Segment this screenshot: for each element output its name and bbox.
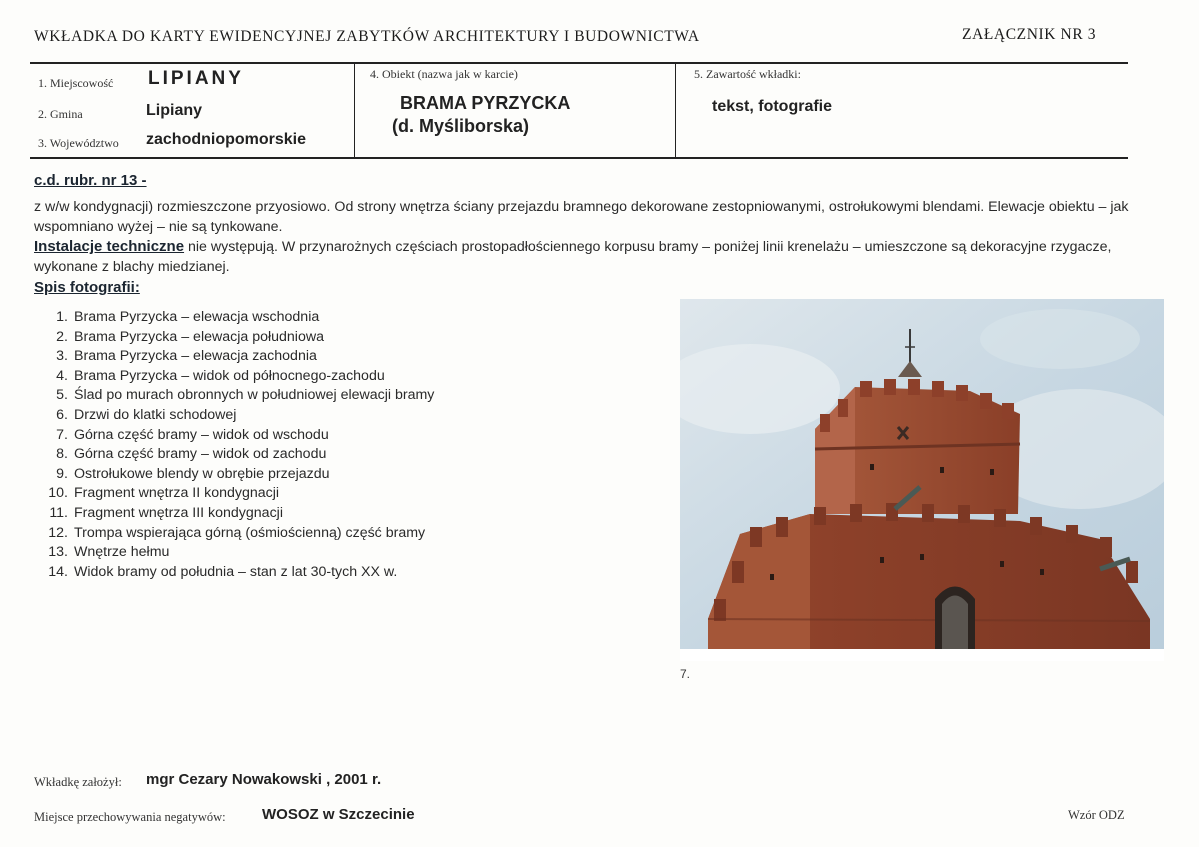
continuation-heading: c.d. rubr. nr 13 -	[34, 172, 147, 189]
voivodeship-value: zachodniopomorskie	[146, 131, 307, 148]
photo-list	[46, 308, 434, 582]
locality-label: 1. Miejscowość	[38, 76, 114, 90]
list-item: 1. Brama Pyrzycka – elewacja wschodnia	[56, 309, 320, 325]
annex-number: ZAŁĄCZNIK NR 3	[962, 26, 1097, 43]
list-item: 13. Wnętrze hełmu	[48, 544, 170, 561]
contents-value: tekst, fotografie	[712, 98, 833, 115]
author-value: mgr Cezary Nowakowski , 2001 r.	[146, 771, 382, 788]
voivodeship-label: 3. Województwo	[38, 136, 119, 150]
list-item: 4. Brama Pyrzycka – widok od północnego-zachodu	[56, 367, 385, 384]
object-former-name: (d. Myśliborska)	[392, 116, 530, 136]
photo-list-heading: Spis fotografii:	[34, 279, 140, 296]
installations-text: nie występują. W przynarożnych częściach prostopadłościennego korpusu bramy – poniżej linii krenelażu – umieszczone są dekoracyjne rzygacze, wykonane z blachy miedzianej.	[34, 239, 1112, 275]
list-item: 14. Widok bramy od południa – stan z lat 30-tych XX w.	[48, 563, 398, 580]
object-label: 4. Obiekt (nazwa jak w karcie)	[370, 67, 518, 81]
list-item: 10. Fragment wnętrza II kondygnacji	[48, 485, 280, 502]
template-label: Wzór ODZ	[1068, 808, 1125, 822]
list-item: 7. Górna część bramy – widok od wschodu	[56, 426, 329, 443]
list-item: 9. Ostrołukowe blendy w obrębie przejazdu	[56, 465, 330, 482]
list-item: 6. Drzwi do klatki schodowej	[56, 406, 237, 423]
installations-paragraph	[34, 237, 1144, 277]
locality-value: LIPIANY	[148, 68, 244, 89]
field-box-divider-2	[675, 63, 676, 158]
list-item: 2. Brama Pyrzycka – elewacja południowa	[56, 328, 324, 345]
contents-label: 5. Zawartość wkładki:	[694, 67, 801, 81]
tower-illustration	[680, 299, 1164, 661]
object-name: BRAMA PYRZYCKA	[400, 93, 571, 113]
field-box-divider-1	[354, 63, 355, 158]
tower-photograph	[680, 299, 1164, 661]
author-label: Wkładkę założył:	[34, 775, 122, 789]
commune-label: 2. Gmina	[38, 107, 83, 121]
document-title: WKŁADKA DO KARTY EWIDENCYJNEJ ZABYTKÓW ARCHITEKTURY I BUDOWNICTWA	[34, 28, 700, 45]
field-box-bottom-rule	[30, 157, 1128, 159]
storage-value: WOSOZ w Szczecinie	[262, 806, 415, 823]
installations-heading: Instalacje techniczne	[34, 238, 185, 255]
list-item: 5. Ślad po murach obronnych w południowej elewacji bramy	[56, 387, 435, 404]
storage-label: Miejsce przechowywania negatywów:	[34, 810, 226, 824]
commune-value: Lipiany	[146, 102, 203, 119]
list-item: 3. Brama Pyrzycka – elewacja zachodnia	[56, 348, 317, 365]
field-box-top-rule	[30, 62, 1128, 64]
list-item: 8. Górna część bramy – widok od zachodu	[56, 446, 327, 463]
list-item: 12. Trompa wspierająca górną (ośmiościenną) część bramy	[48, 524, 426, 541]
photo-caption: 7.	[680, 667, 691, 681]
description-paragraph: z w/w kondygnacji) rozmieszczone przyosiowo. Od strony wnętrza ściany przejazdu bramnego dekorowane zestopniowanymi, ostrołukowymi blendami. Elewacje obiektu – jak wspomniano wyżej – nie są tynkowane.	[34, 199, 1129, 235]
list-item: 11. Fragment wnętrza III kondygnacji	[49, 504, 283, 521]
